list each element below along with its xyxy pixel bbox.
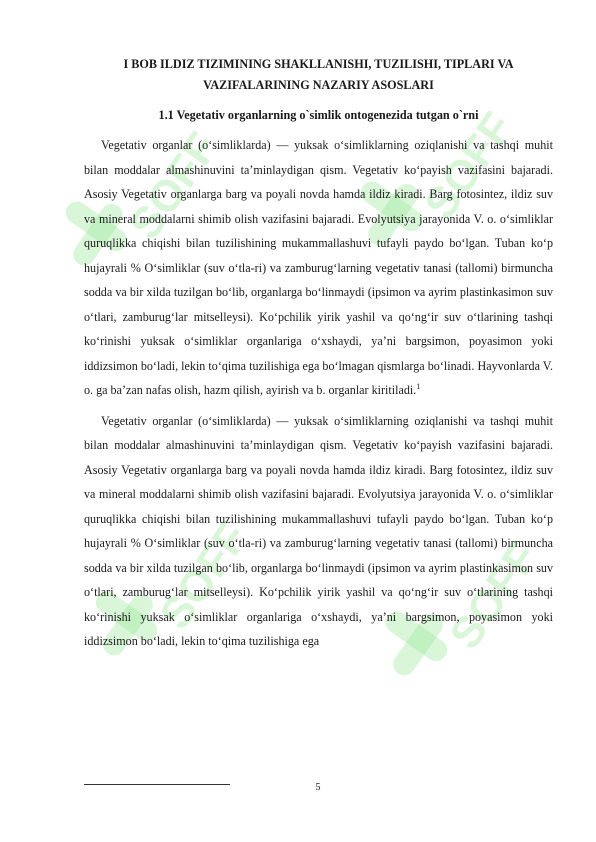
body-paragraph bbox=[84, 409, 553, 654]
watermark-text: SOFF bbox=[440, 533, 548, 659]
page-content bbox=[84, 54, 553, 654]
page-number: 5 bbox=[315, 782, 321, 793]
paragraph-text: Vegetativ organlar (o‘simliklarda) — yuksak o‘simliklarning oziqlanishi va tashqi muhit bilan moddalar almashinuvini ta’minlaydigan qism. Vegetativ ko‘payish vazifasini bajaradi. Asosiy Vegetativ organlarga barg va poyali novda hamda ildiz kiradi. Barg fotosintez, ildiz suv va mineral moddalarni shimib olish vazifasini bajaradi. Evolyutsiya jarayonida V. o. o‘simliklar quruqlikka chiqishi bilan tuzilishining mukammallashuvi tufayli paydo bo‘lgan. Tuban ko‘p hujayrali % O‘simliklar (suv o‘tla-ri) va zamburug‘larning vegetativ tanasi (tallomi) birmuncha sodda va bir xilda tuzilgan bo‘lib, organlarga bo‘linmaydi (ipsimon va ayrim plastinkasimon suv o‘tlari, zamburug‘lar mitselleysi). Ko‘pchilik yirik yashil va qo‘ng‘ir suv o‘tlarining tashqi ko‘rinishi yuksak o‘simliklar organlariga o‘xshaydi, ya’ni bargsimon, poyasimon yoki iddizsimon bo‘ladi, lekin to‘qima tuzilishiga ega bo‘lmagan qismlarga bo‘linadi. Hayvonlarda V. o. ga ba’zan nafas olish, hazm qilish, ayirish va b. organlar kiritiladi. bbox=[84, 138, 553, 397]
watermark-text: SOFF bbox=[415, 103, 523, 229]
section-title: 1.1 Vegetativ organlarning o`simlik ontogenezida tutgan o`rni bbox=[158, 108, 479, 122]
watermark-text: SOFF bbox=[150, 513, 258, 639]
watermark-text: SOFF bbox=[120, 123, 228, 249]
paragraph-text: Vegetativ organlar (o‘simliklarda) — yuksak o‘simliklarning oziqlanishi va tashqi muhit bilan moddalar almashinuvini ta’minlaydigan qism. Vegetativ ko‘payish vazifasini bajaradi. Asosiy Vegetativ organlarga barg va poyali novda hamda ildiz kiradi. Barg fotosintez, ildiz suv va mineral moddalarni shimib olish vazifasini bajaradi. Evolyutsiya jarayonida V. o. o‘simliklar quruqlikka chiqishi bilan tuzilishining mukammallashuvi tufayli paydo bo‘lgan. Tuban ko‘p hujayrali % O‘simliklar (suv o‘tla-ri) va zamburug‘larning vegetativ tanasi (tallomi) birmuncha sodda va bir xilda tuzilgan bo‘lib, organlarga bo‘linmaydi (ipsimon va ayrim plastinkasimon suv o‘tlari, zamburug‘lar mitselleysi). Ko‘pchilik yirik yashil va qo‘ng‘ir suv o‘tlarining tashqi ko‘rinishi yuksak o‘simliklar organlariga o‘xshaydi, ya’ni bargsimon, poyasimon yoki iddizsimon bo‘ladi, lekin to‘qima tuzilishiga ega bbox=[84, 413, 553, 648]
body-paragraph bbox=[84, 133, 553, 403]
footnote-marker[interactable]: 1 bbox=[416, 381, 421, 391]
chapter-title: I BOB ILDIZ TIZIMINING SHAKLLANISHI, TUZILISHI, TIPLARI VA VAZIFALARINING NAZARIY ASOSLARI bbox=[123, 57, 514, 92]
